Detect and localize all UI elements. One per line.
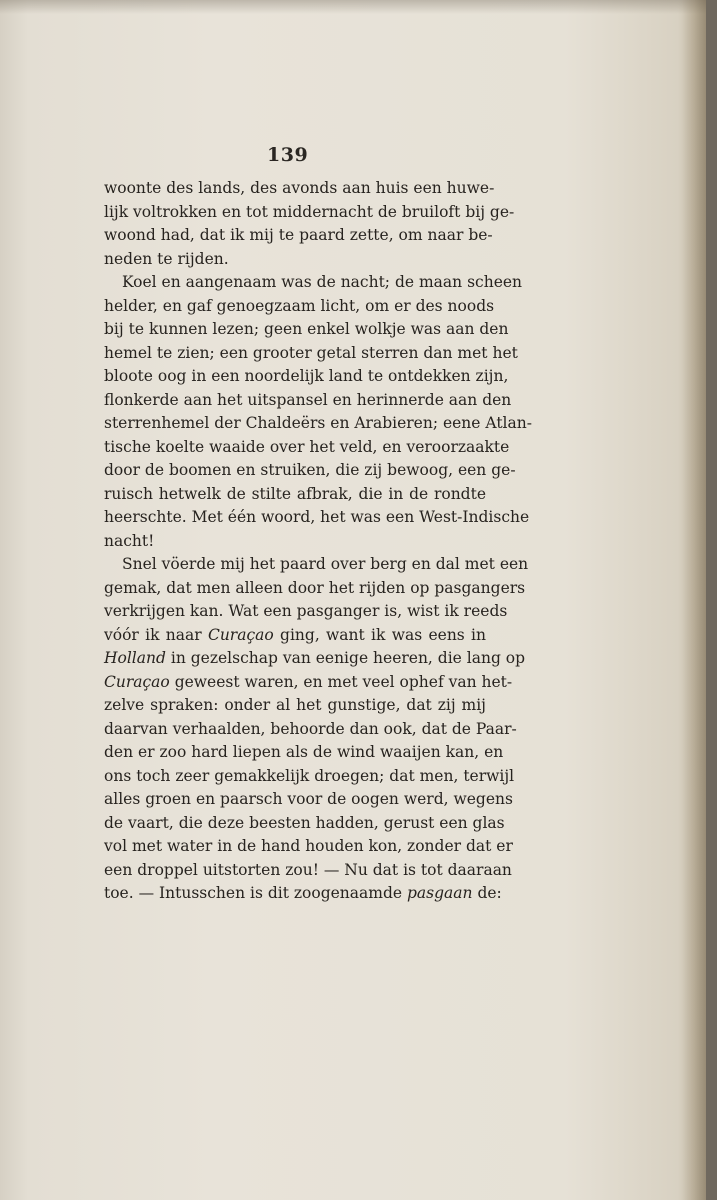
text-line: Snel vöerde mij het paard over berg en dal met een: [122, 555, 529, 573]
text-line: flonkerde aan het uitspansel en herinnerde aan den: [104, 390, 512, 409]
text-span: vóór ik naar: [104, 625, 202, 644]
text-line: sterrenhemel der Chaldeërs en Arabieren; eene Atlan-: [104, 414, 532, 432]
page-edge-shadow: [682, 0, 706, 1200]
italic-place-name: Holland: [104, 649, 166, 667]
text-line: woonte des lands, des avonds aan huis een huwe-: [104, 179, 495, 197]
text-line: nacht!: [104, 531, 155, 550]
text-span: toe. — Intusschen is dit zoogenaamde: [104, 884, 403, 902]
text-line: heerschte. Met één woord, het was een West-Indische: [104, 508, 530, 526]
text-line: door de boomen en struiken, die zij bewoog, een ge-: [104, 461, 516, 479]
page-number: 139: [267, 144, 309, 166]
text-line: bij te kunnen lezen; geen enkel wolkje was aan den: [104, 320, 509, 338]
text-line: zelve spraken: onder al het gunstige, dat zij mij: [104, 696, 486, 714]
text-line: den er zoo hard liepen als de wind waaijen kan, en: [104, 743, 504, 761]
text-line: woond had, dat ik mij te paard zette, om naar be-: [104, 226, 493, 244]
text-line: lijk voltrokken en tot middernacht de bruiloft bij ge-: [104, 202, 515, 221]
text-line: vol met water in de hand houden kon, zonder dat er: [104, 837, 513, 855]
body-text: [104, 177, 532, 906]
text-line: [104, 882, 502, 906]
text-span: geweest waren, en met veel ophef van het-: [174, 672, 513, 691]
text-line: alles groen en paarsch voor de oogen werd, wegens: [104, 790, 513, 808]
text-line: neden te rijden.: [104, 249, 229, 268]
text-line: daarvan verhaalden, behoorde dan ook, dat de Paar-: [104, 719, 517, 738]
text-line: de vaart, die deze beesten hadden, gerust een glas: [104, 813, 505, 832]
italic-place-name: Curaçao: [104, 672, 170, 691]
text-line: gemak, dat men alleen door het rijden op pasgangers: [104, 578, 526, 597]
text-line: een droppel uitstorten zou! — Nu dat is tot daaraan: [104, 860, 512, 879]
text-span: ging, want ik was eens in: [280, 625, 486, 644]
text-line: verkrijgen kan. Wat een pasganger is, wist ik reeds: [104, 602, 508, 620]
text-line: bloote oog in een noordelijk land te ontdekken zijn,: [104, 367, 509, 385]
text-line: helder, en gaf genoegzaam licht, om er des noods: [104, 296, 495, 315]
text-line: Koel en aangenaam was de nacht; de maan scheen: [122, 273, 523, 291]
text-line: [104, 671, 513, 695]
italic-place-name: Curaçao: [207, 625, 274, 644]
text-line: hemel te zien; een grooter getal sterren dan met het: [104, 343, 518, 362]
text-line: ruisch hetwelk de stilte afbrak, die in de rondte: [104, 484, 486, 503]
text-line: ons toch zeer gemakkelijk droegen; dat men, terwijl: [104, 766, 515, 785]
text-span: in gezelschap van eenige heeren, die lang op: [170, 649, 526, 667]
italic-term: pasgaan: [406, 884, 473, 902]
text-span: de:: [477, 884, 502, 902]
page-top-shadow: [0, 0, 706, 14]
text-line: [104, 624, 486, 648]
text-line: [104, 647, 526, 671]
text-line: tische koelte waaide over het veld, en veroorzaakte: [104, 437, 510, 456]
